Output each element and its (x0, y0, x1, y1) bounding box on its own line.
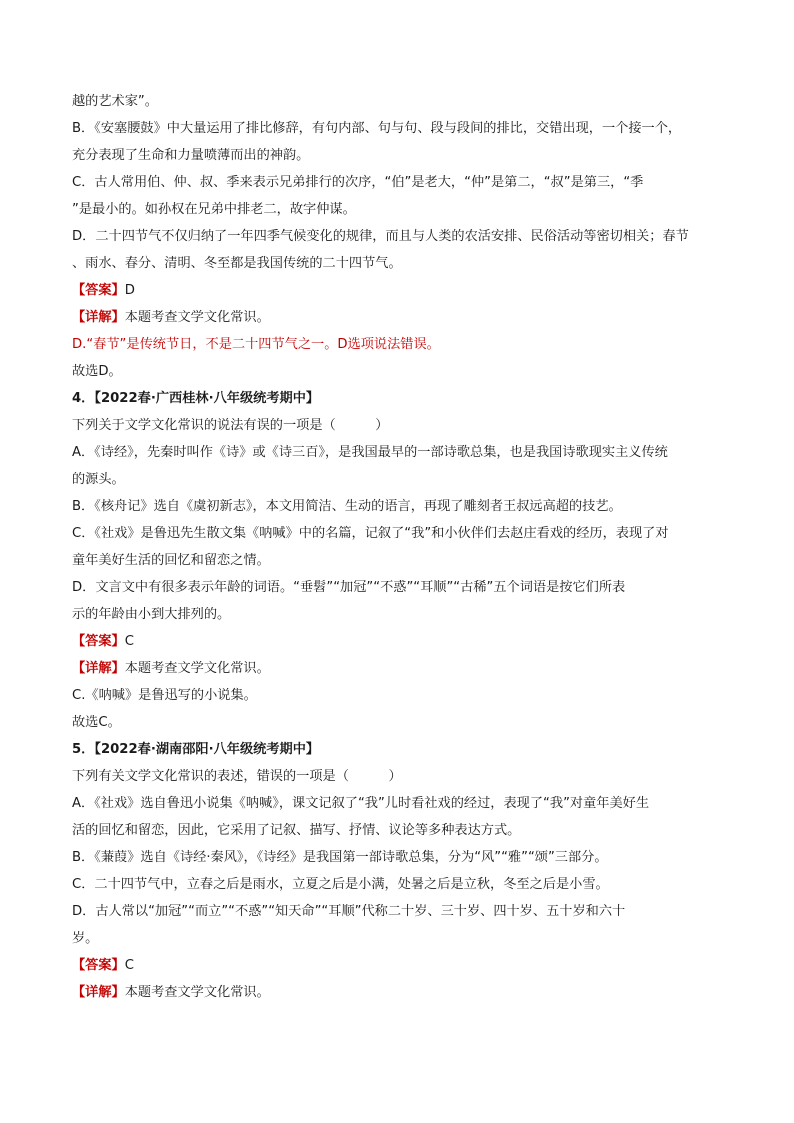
answer-label: 【答案】 (72, 958, 125, 973)
q5-line-3: C．二十四节气中，立春之后是雨水，立夏之后是小满，处暑之后是立秋，冬至之后是小雪。 (72, 877, 609, 892)
q4-explain: C.《呐喊》是鲁迅写的小说集。 (72, 688, 257, 703)
detail-label: 【详解】 (72, 661, 125, 676)
prev-line-3: C．古人常用伯、仲、叔、季来表示兄弟排行的次序，“伯”是老大，“仲”是第二，“叔”是第三，“季 (72, 175, 644, 190)
question-4-stem: 下列关于文学文化常识的说法有误的一项是（ ） (72, 418, 389, 433)
q5-detail (72, 979, 724, 1006)
prev-line-4: ”是最小的。如孙权在兄弟中排老二，故字仲谋。 (72, 202, 356, 217)
answer-value: C (124, 958, 134, 973)
prev-line-5: D．二十四节气不仅归纳了一年四季气候变化的规律，而且与人类的农活安排、民俗活动等密切相关；春节 (72, 229, 689, 244)
prev-explain: D.“春节”是传统节日，不是二十四节气之一。D选项说法错误。 (72, 337, 440, 352)
q5-line-0: A．《社戏》选自鲁迅小说集《呐喊》，课文记叙了“我”儿时看社戏的经过，表现了“我”对童年美好生 (72, 796, 650, 811)
question-5-header: 5．【2022春·湖南邵阳·八年级统考期中】 (72, 742, 320, 757)
prev-conclusion: 故选D。 (72, 364, 122, 379)
q4-line-0: A．《诗经》，先秦时叫作《诗》或《诗三百》，是我国最早的一部诗歌总集，也是我国诗歌现实主义传统 (72, 445, 668, 460)
detail-text: 本题考查文学文化常识。 (124, 310, 270, 325)
q4-conclusion: 故选C。 (72, 715, 121, 730)
q4-answer (72, 628, 724, 655)
prev-line-6: 、雨水、春分、清明、冬至都是我国传统的二十四节气。 (72, 256, 402, 271)
question-5-stem: 下列有关文学文化常识的表述，错误的一项是（ ） (72, 769, 402, 784)
q5-line-4: D．古人常以“加冠”“而立”“不惑”“知天命”“耳顺”代称二十岁、三十岁、四十岁、五十岁和六十 (72, 904, 626, 919)
q5-line-5: 岁。 (72, 931, 99, 946)
q4-line-2: B．《核舟记》选自《虞初新志》，本文用简洁、生动的语言，再现了雕刻者王叔远高超的技艺。 (72, 499, 622, 514)
question-4-header: 4．【2022春·广西桂林·八年级统考期中】 (72, 391, 320, 406)
q4-line-4: 童年美好生活的回忆和留恋之情。 (72, 553, 270, 568)
answer-label: 【答案】 (72, 283, 125, 298)
document-content (72, 88, 724, 1006)
answer-value: D (124, 283, 135, 298)
q4-line-3: C．《社戏》是鲁迅先生散文集《呐喊》中的名篇，记叙了“我”和小伙伴们去赵庄看戏的经历，表现了对 (72, 526, 669, 541)
q5-line-1: 活的回忆和留恋，因此，它采用了记叙、描写、抒情、议论等多种表达方式。 (72, 823, 521, 838)
prev-answer (72, 277, 724, 304)
q4-detail (72, 655, 724, 682)
prev-line-1: B．《安塞腰鼓》中大量运用了排比修辞，有句内部、句与句、段与段间的排比，交错出现，一个接一个， (72, 121, 682, 136)
prev-line-0: 越的艺术家”。 (72, 94, 158, 109)
q5-answer (72, 952, 724, 979)
q4-line-5: D．文言文中有很多表示年龄的词语。“垂髫”“加冠”“不惑”“耳顺”“古稀”五个词语是按它们所表 (72, 580, 626, 595)
detail-label: 【详解】 (72, 985, 125, 1000)
q4-line-6: 示的年龄由小到大排列的。 (72, 607, 231, 622)
q4-line-1: 的源头。 (72, 472, 125, 487)
prev-line-2: 充分表现了生命和力量喷薄而出的神韵。 (72, 148, 310, 163)
prev-question (72, 88, 724, 385)
prev-detail (72, 304, 724, 331)
detail-text: 本题考查文学文化常识。 (124, 985, 270, 1000)
q5-line-2: B．《蒹葭》选自《诗经·秦风》，《诗经》是我国第一部诗歌总集，分为“风”“雅”“颂”三部分。 (72, 850, 608, 865)
question-5 (72, 736, 724, 1006)
detail-text: 本题考查文学文化常识。 (124, 661, 270, 676)
question-4 (72, 385, 724, 736)
answer-label: 【答案】 (72, 634, 125, 649)
answer-value: C (124, 634, 134, 649)
detail-label: 【详解】 (72, 310, 125, 325)
